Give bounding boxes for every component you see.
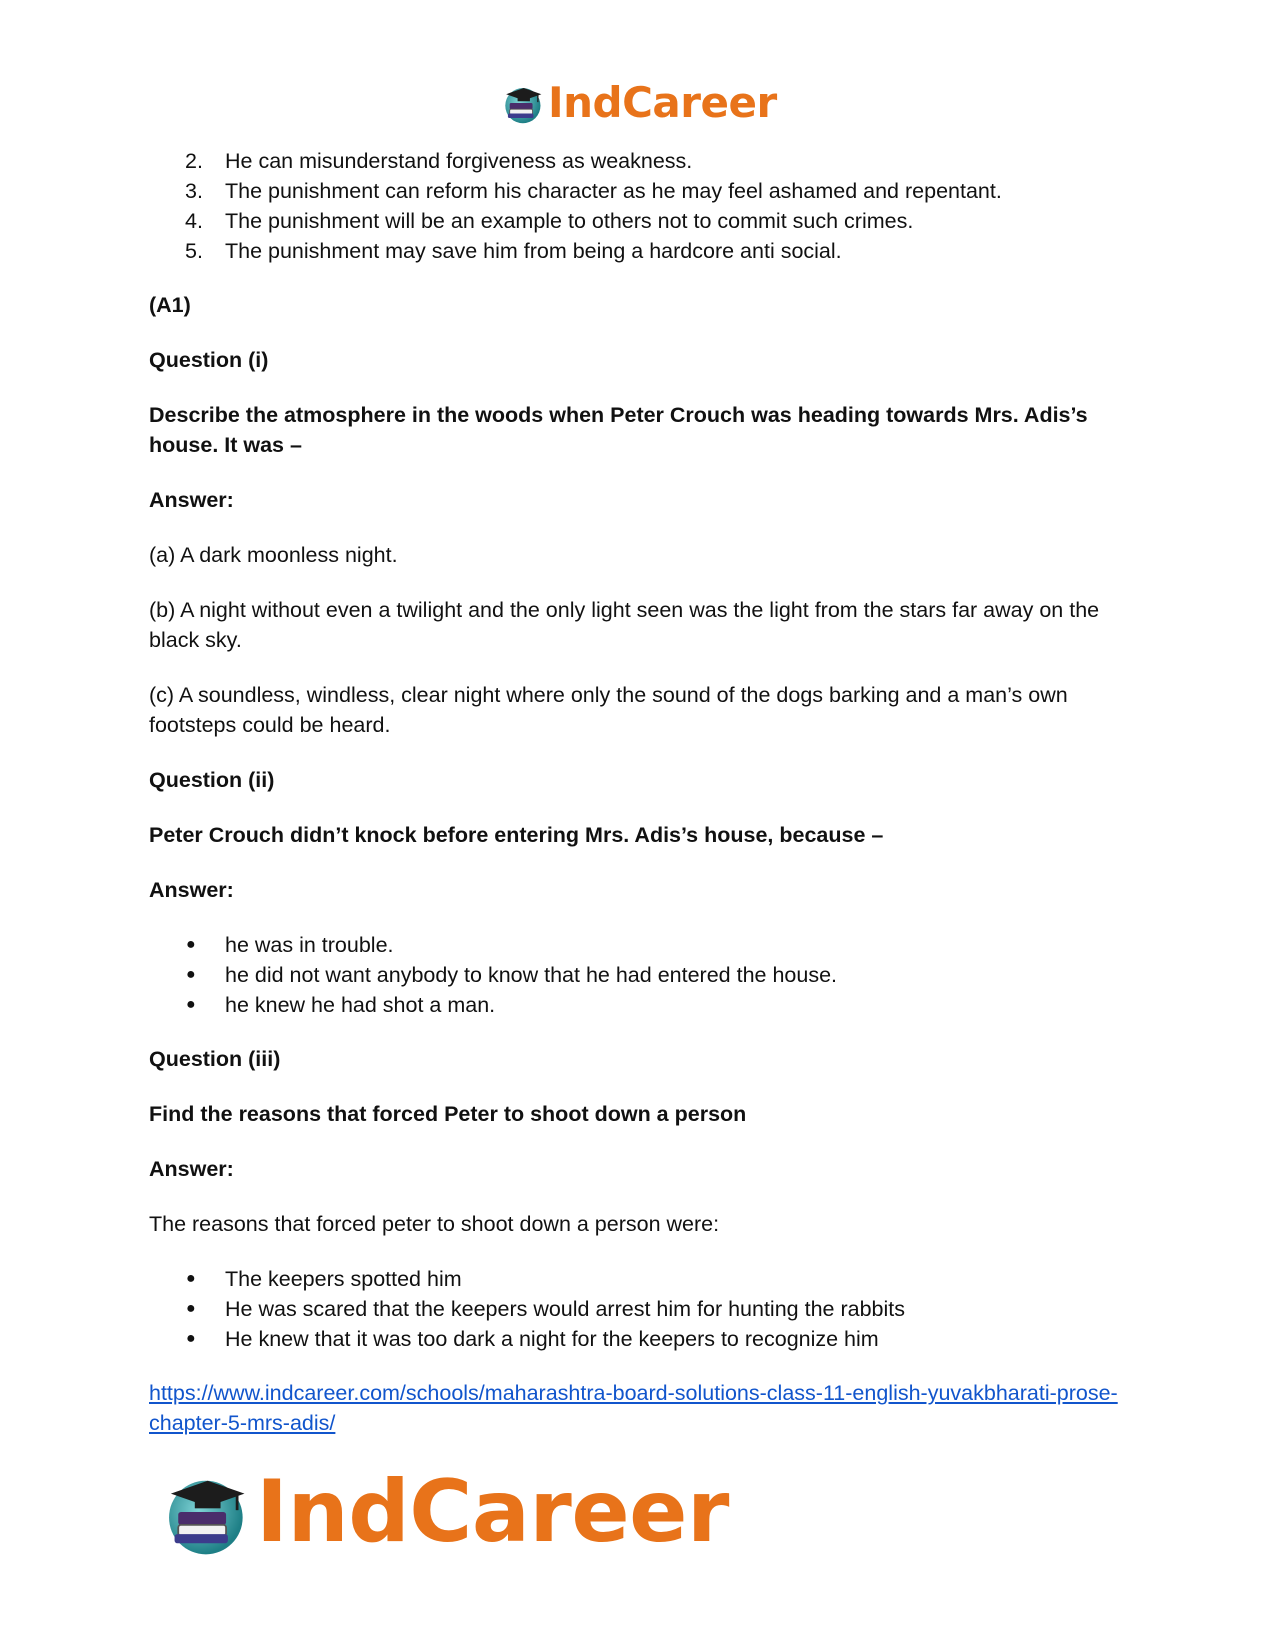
question-text: Peter Crouch didn’t knock before entering Mrs. Adis’s house, because – [149,823,884,847]
list-item: ● The keepers spotted him [149,1264,1119,1294]
list-item: ● He knew that it was too dark a night for the keepers to recognize him [149,1324,1119,1354]
answer-label: Answer: [149,1157,234,1181]
logo-text: IndCareer [548,78,777,127]
list-item: 2. He can misunderstand forgiveness as weakness. [185,149,693,173]
list-item: ● he was in trouble. [149,930,1119,960]
answer-label: Answer: [149,878,234,902]
question-label: Question (ii) [149,768,275,792]
graduation-cap-book-globe-icon [158,1466,250,1558]
answer-text: (a) A dark moonless night. [149,543,398,567]
numbered-list [149,146,1119,266]
graduation-cap-book-globe-icon [500,81,544,125]
bullet-icon: ● [186,1330,196,1347]
footer-logo [158,1462,729,1562]
list-item: 4. The punishment will be an example to others not to commit such crimes. [185,209,914,233]
bullet-icon: ● [186,996,196,1013]
document-body [149,146,1119,1438]
bullet-icon: ● [186,1270,196,1287]
question-label: Question (i) [149,348,269,372]
bullet-icon: ● [186,936,196,953]
list-item: ● he did not want anybody to know that he had entered the house. [149,960,1119,990]
question-text: Describe the atmosphere in the woods when Peter Crouch was heading towards Mrs. Adis’s house. It was – [149,403,1088,457]
list-item: ● He was scared that the keepers would arrest him for hunting the rabbits [149,1294,1119,1324]
logo-text: IndCareer [256,1462,729,1562]
list-item: 5. The punishment may save him from being a hardcore anti social. [185,239,842,263]
question-label: Question (iii) [149,1047,281,1071]
bullet-list [149,1264,1119,1354]
bullet-list [149,930,1119,1020]
bullet-icon: ● [186,966,196,983]
section-label: (A1) [149,293,191,317]
answer-label: Answer: [149,488,234,512]
list-item: 3. The punishment can reform his character as he may feel ashamed and repentant. [185,179,1002,203]
list-item: ● he knew he had shot a man. [149,990,1119,1020]
source-link[interactable]: https://www.indcareer.com/schools/maharashtra-board-solutions-class-11-english-yuvakbharati-prose-chapter-5-mrs-adis/ [149,1381,1118,1435]
answer-text: (c) A soundless, windless, clear night where only the sound of the dogs barking and a man’s own footsteps could be heard. [149,683,1068,737]
question-text: Find the reasons that forced Peter to shoot down a person [149,1102,747,1126]
answer-text: (b) A night without even a twilight and the only light seen was the light from the stars far away on the black sky. [149,598,1100,652]
header-logo [500,78,777,128]
bullet-icon: ● [186,1300,196,1317]
answer-intro: The reasons that forced peter to shoot down a person were: [149,1212,720,1236]
